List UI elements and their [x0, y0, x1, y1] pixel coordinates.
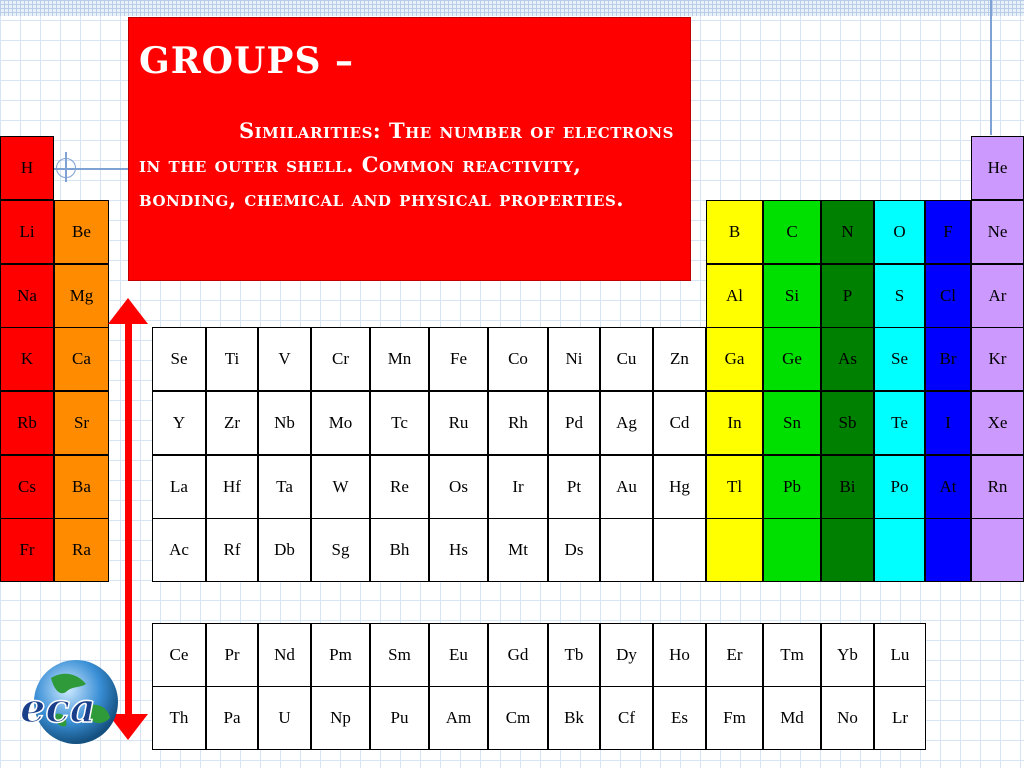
- element-cell: N: [821, 200, 874, 264]
- element-cell: Rf: [206, 518, 258, 582]
- element-cell: [763, 518, 821, 582]
- element-cell: Y: [152, 391, 206, 455]
- element-cell: Pt: [548, 455, 600, 519]
- element-cell: S: [874, 264, 925, 328]
- logo-text: eca: [20, 685, 96, 732]
- element-cell: [925, 518, 971, 582]
- element-cell: Al: [706, 264, 763, 328]
- element-cell: Hs: [429, 518, 488, 582]
- element-cell: Kr: [971, 327, 1024, 391]
- element-cell: Be: [54, 200, 109, 264]
- element-cell: Cu: [600, 327, 653, 391]
- element-cell: Ba: [54, 455, 109, 519]
- element-cell: Fe: [429, 327, 488, 391]
- element-cell: I: [925, 391, 971, 455]
- element-cell: Zn: [653, 327, 706, 391]
- element-cell: Bh: [370, 518, 429, 582]
- element-cell: Hf: [206, 455, 258, 519]
- element-cell: Ge: [763, 327, 821, 391]
- lanthanide-cell: Er: [706, 623, 763, 687]
- vertical-arrow-shaft: [125, 320, 132, 720]
- element-cell: Ac: [152, 518, 206, 582]
- element-cell: Si: [763, 264, 821, 328]
- actinide-cell: Pu: [370, 686, 429, 750]
- element-cell: Tl: [706, 455, 763, 519]
- actinide-cell: Lr: [874, 686, 926, 750]
- element-cell: Ne: [971, 200, 1024, 264]
- element-cell: Ra: [54, 518, 109, 582]
- element-cell: K: [0, 327, 54, 391]
- actinide-cell: Cf: [600, 686, 653, 750]
- element-cell: Re: [370, 455, 429, 519]
- element-cell: Hg: [653, 455, 706, 519]
- element-cell: [971, 518, 1024, 582]
- element-cell: Tc: [370, 391, 429, 455]
- element-cell: C: [763, 200, 821, 264]
- lanthanide-cell: Pm: [311, 623, 370, 687]
- lanthanide-cell: Nd: [258, 623, 311, 687]
- element-cell: Os: [429, 455, 488, 519]
- title-body-lead: Similarities: The number of: [239, 118, 556, 143]
- actinide-cell: U: [258, 686, 311, 750]
- element-cell: B: [706, 200, 763, 264]
- title-heading: GROUPS –: [139, 40, 355, 82]
- element-cell: Ag: [600, 391, 653, 455]
- element-cell: F: [925, 200, 971, 264]
- element-cell: Cr: [311, 327, 370, 391]
- element-cell: Ru: [429, 391, 488, 455]
- element-cell: V: [258, 327, 311, 391]
- element-cell: Sb: [821, 391, 874, 455]
- lanthanide-cell: Ce: [152, 623, 206, 687]
- lanthanide-cell: Tb: [548, 623, 600, 687]
- element-cell: Ir: [488, 455, 548, 519]
- element-cell: [706, 518, 763, 582]
- element-cell: [653, 518, 706, 582]
- actinide-cell: Np: [311, 686, 370, 750]
- element-cell: Sn: [763, 391, 821, 455]
- element-cell: Pb: [763, 455, 821, 519]
- element-cell: Se: [152, 327, 206, 391]
- element-cell: As: [821, 327, 874, 391]
- element-cell: Bi: [821, 455, 874, 519]
- lanthanide-cell: Lu: [874, 623, 926, 687]
- element-cell: Ca: [54, 327, 109, 391]
- title-box: [128, 17, 691, 281]
- element-cell: La: [152, 455, 206, 519]
- element-cell: Te: [874, 391, 925, 455]
- lanthanide-cell: Dy: [600, 623, 653, 687]
- eca-logo-icon: [16, 656, 126, 748]
- element-cell: Cs: [0, 455, 54, 519]
- lanthanide-cell: Sm: [370, 623, 429, 687]
- lanthanide-cell: Pr: [206, 623, 258, 687]
- element-cell: Fr: [0, 518, 54, 582]
- actinide-cell: Bk: [548, 686, 600, 750]
- element-cell: Mt: [488, 518, 548, 582]
- top-pattern-band: [0, 0, 1024, 16]
- actinide-cell: Md: [763, 686, 821, 750]
- element-cell: Po: [874, 455, 925, 519]
- lanthanide-cell: Ho: [653, 623, 706, 687]
- actinide-cell: Am: [429, 686, 488, 750]
- element-cell: Mg: [54, 264, 109, 328]
- element-cell: Ar: [971, 264, 1024, 328]
- element-cell: Ga: [706, 327, 763, 391]
- element-cell: Mn: [370, 327, 429, 391]
- element-cell: Rn: [971, 455, 1024, 519]
- element-cell: Rb: [0, 391, 54, 455]
- element-cell: Ni: [548, 327, 600, 391]
- element-cell: He: [971, 136, 1024, 200]
- element-cell: Mo: [311, 391, 370, 455]
- element-cell: W: [311, 455, 370, 519]
- actinide-cell: Cm: [488, 686, 548, 750]
- actinide-cell: Fm: [706, 686, 763, 750]
- actinide-cell: Th: [152, 686, 206, 750]
- element-cell: Sg: [311, 518, 370, 582]
- title-body: [139, 114, 684, 216]
- element-cell: Se: [874, 327, 925, 391]
- lanthanide-cell: Yb: [821, 623, 874, 687]
- decor-crosshair-line: [65, 152, 67, 182]
- element-cell: In: [706, 391, 763, 455]
- element-cell: Na: [0, 264, 54, 328]
- lanthanide-cell: Gd: [488, 623, 548, 687]
- decor-vertical-line: [990, 0, 992, 135]
- element-cell: Sr: [54, 391, 109, 455]
- element-cell: [600, 518, 653, 582]
- element-cell: Cl: [925, 264, 971, 328]
- actinide-cell: Pa: [206, 686, 258, 750]
- element-cell: Ds: [548, 518, 600, 582]
- element-cell: Co: [488, 327, 548, 391]
- element-cell: [821, 518, 874, 582]
- element-cell: P: [821, 264, 874, 328]
- element-cell: Cd: [653, 391, 706, 455]
- title-body-rest: electrons in the outer shell. Common reactivity, bonding, chemical and physical properties.: [139, 118, 674, 211]
- element-cell: At: [925, 455, 971, 519]
- lanthanide-cell: Tm: [763, 623, 821, 687]
- element-cell: Rh: [488, 391, 548, 455]
- lanthanide-cell: Eu: [429, 623, 488, 687]
- element-cell: Zr: [206, 391, 258, 455]
- element-cell: Li: [0, 200, 54, 264]
- element-cell: Nb: [258, 391, 311, 455]
- actinide-cell: Es: [653, 686, 706, 750]
- element-cell: Br: [925, 327, 971, 391]
- element-cell: O: [874, 200, 925, 264]
- element-cell: Db: [258, 518, 311, 582]
- element-cell: Xe: [971, 391, 1024, 455]
- actinide-cell: No: [821, 686, 874, 750]
- element-cell: [874, 518, 925, 582]
- element-cell: Au: [600, 455, 653, 519]
- element-cell: Ti: [206, 327, 258, 391]
- element-cell: H: [0, 136, 54, 200]
- element-cell: Pd: [548, 391, 600, 455]
- element-cell: Ta: [258, 455, 311, 519]
